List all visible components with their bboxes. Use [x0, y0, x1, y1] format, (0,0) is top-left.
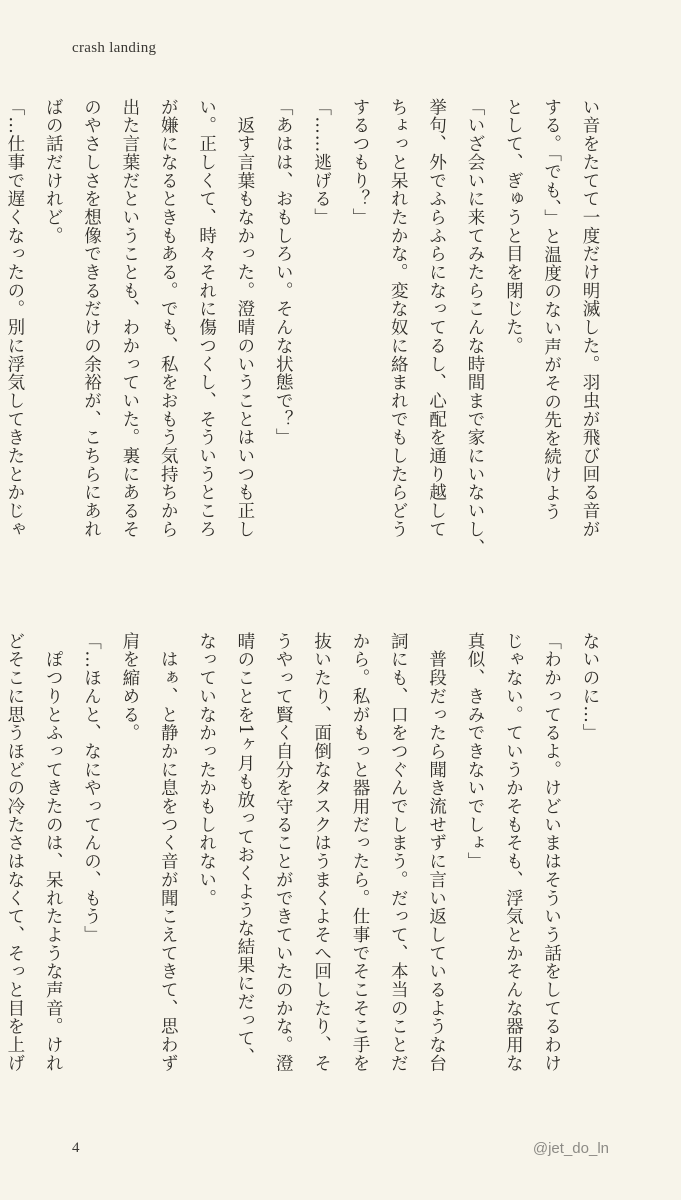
text-line: じゃない。ていうかそもそも、浮気とかそんな器用な	[503, 632, 524, 1073]
text-line: として、ぎゅうと目を閉じた。	[503, 98, 524, 355]
text-line: ぽつりとふってきたのは、呆れたような声音。けれ	[43, 632, 64, 1073]
text-line: 抜いたり、面倒なタスクはうまくよそへ回したり、そ	[311, 632, 332, 1073]
text-line: 「いざ会いに来てみたらこんな時間まで家にいないし、	[464, 98, 485, 557]
text-line: 「わかってるよ。けどいまはそういう話をしてるわけ	[541, 632, 562, 1073]
text-line: 返す言葉もなかった。澄晴のいうことはいつも正し	[234, 98, 255, 539]
text-line: はぁ、と静かに息をつく音が聞こえてきて、思わず	[158, 632, 179, 1073]
page-number: 4	[72, 1140, 80, 1156]
text-line: するつもり？」	[349, 98, 370, 227]
text-block-top	[4, 98, 609, 584]
text-line: 詞にも、口をつぐんでしまう。だって、本当のことだ	[388, 632, 409, 1073]
text-line: のやさしさを想像できるだけの余裕が、こちらにあれ	[81, 98, 102, 539]
text-line: 普段だったら聞き流せずに言い返しているような台	[426, 632, 447, 1073]
text-line: 挙句、外でふらふらになってるし、心配を通り越して	[426, 98, 447, 539]
text-line: い。正しくて、時々それに傷つくし、そういうところ	[196, 98, 217, 539]
text-block-bottom	[4, 632, 609, 1118]
text-line: ばの話だけれど。	[43, 98, 64, 245]
book-title: crash landing	[72, 40, 157, 56]
text-line: する。「でも、」と温度のない声がその先を続けよう	[541, 98, 562, 521]
text-line: うやって賢く自分を守ることができていたのかな。澄	[273, 632, 294, 1073]
text-line: い音をたてて一度だけ明滅した。羽虫が飛び回る音が	[580, 98, 600, 539]
text-line: 肩を縮める。	[119, 632, 140, 743]
text-line: 「……逃げる」	[311, 98, 332, 227]
text-line: 「…仕事で遅くなったの。別に浮気してきたとかじゃ	[4, 98, 25, 539]
text-line: 出た言葉だということも、わかっていた。裏にあるそ	[119, 98, 140, 539]
text-line: ちょっと呆れたかな。変な奴に絡まれでもしたらどう	[388, 98, 409, 539]
text-line: 真似、きみできないでしょ」	[464, 632, 485, 871]
author-handle: @jet_do_ln	[532, 1140, 609, 1157]
text-line: ないのに…」	[580, 632, 600, 743]
text-line: 「あはは、おもしろい。そんな状態で？」	[273, 98, 294, 447]
text-line: どそこに思うほどの冷たさはなくて、そっと目を上げ	[4, 632, 25, 1073]
text-line: なっていなかったかもしれない。	[196, 632, 217, 908]
text-line: から。私がもっと器用だったら。仕事でそこそこ手を	[349, 632, 370, 1073]
text-line: 晴のことを1ヶ月も放っておくような結果にだって、	[234, 632, 255, 1067]
text-line: 「…ほんと、なにやってんの、もう」	[81, 632, 102, 944]
text-line: が嫌になるときもある。でも、私をおもう気持ちから	[158, 98, 179, 539]
